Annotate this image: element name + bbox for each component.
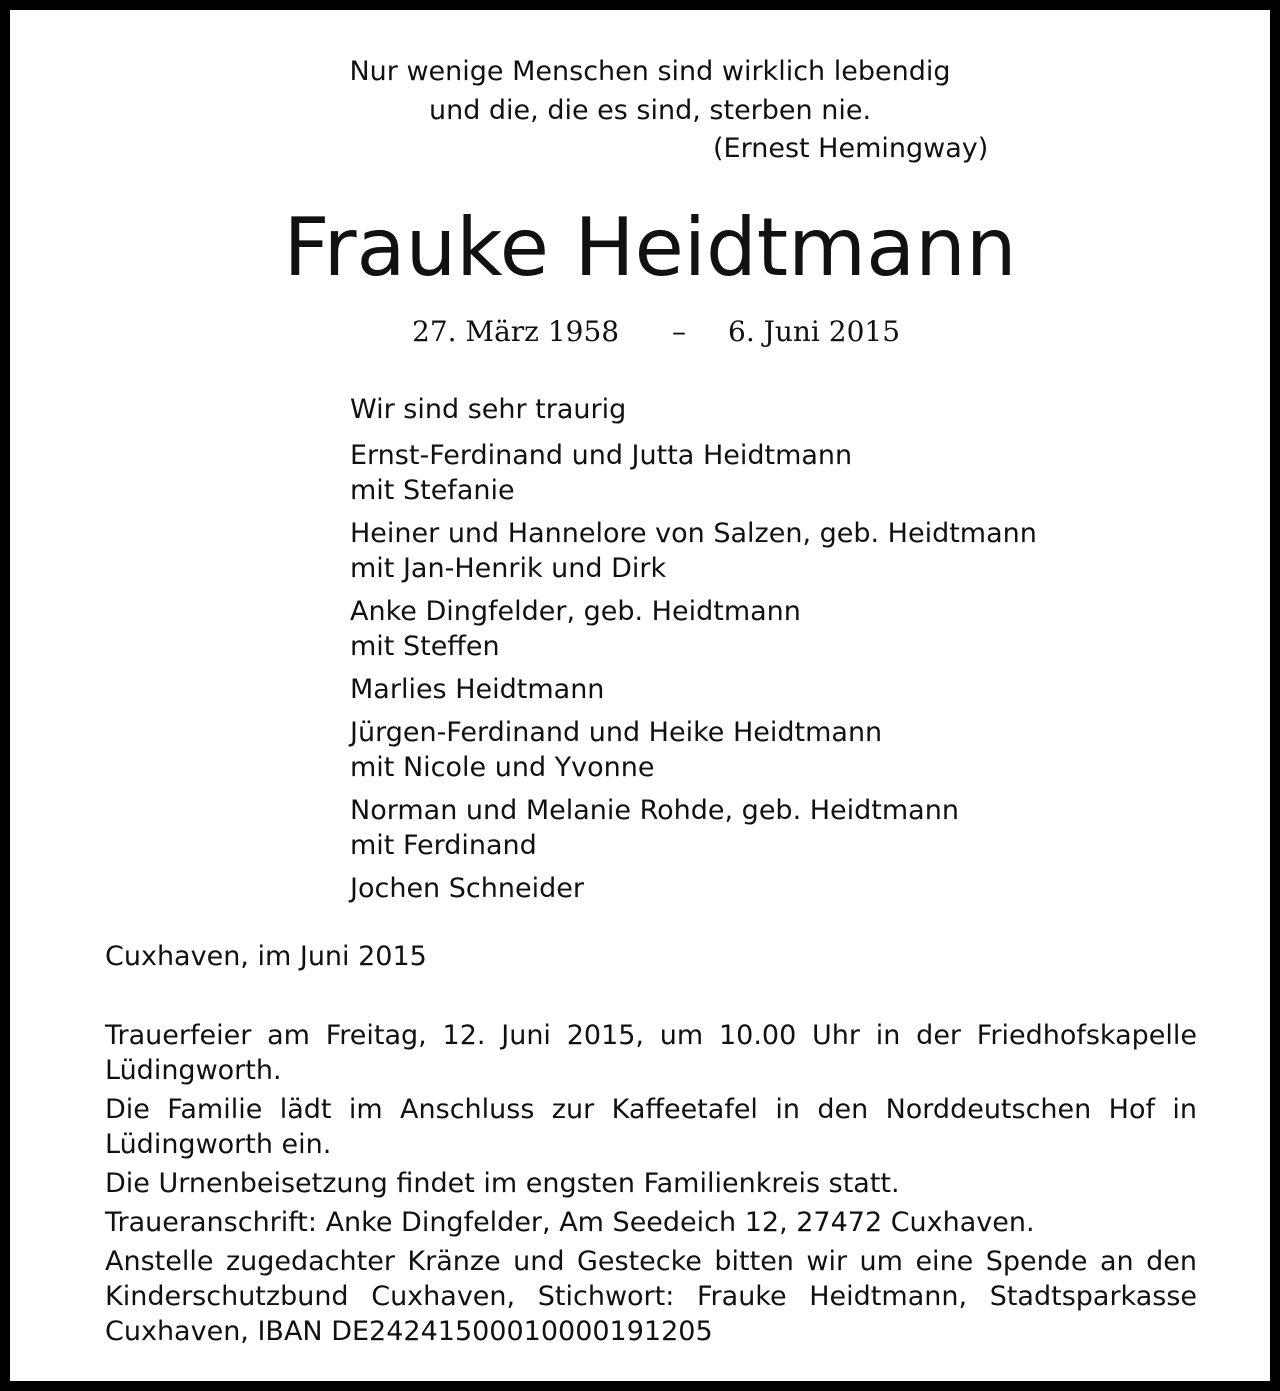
- place-date: Cuxhaven, im Juni 2015: [105, 941, 427, 972]
- birth-date: 27. März 1958: [412, 315, 620, 348]
- info-paragraph: Die Familie lädt im Anschluss zur Kaffeetafel in den Norddeutschen Hof in Lüdingworth ein.: [105, 1094, 1197, 1160]
- death-date: 6. Juni 2015: [728, 315, 901, 348]
- deceased-name: Frauke Heidtmann: [283, 201, 1017, 294]
- quote-line-1: Nur wenige Menschen sind wirklich lebendig: [349, 56, 951, 87]
- mourner-group: [350, 871, 1170, 906]
- mourner-line: Jürgen-Ferdinand und Heike Heidtmann: [350, 717, 883, 748]
- mourner-group: [350, 793, 1170, 863]
- mourner-line: Jochen Schneider: [350, 873, 584, 904]
- mourner-group: [350, 715, 1170, 785]
- mourner-line: mit Nicole und Yvonne: [350, 752, 655, 783]
- mourner-line: Norman und Melanie Rohde, geb. Heidtmann: [350, 795, 959, 826]
- mourner-line: mit Jan-Henrik und Dirk: [350, 553, 667, 584]
- mourner-group: [350, 516, 1170, 586]
- info-paragraph: Traueranschrift: Anke Dingfelder, Am Seedeich 12, 27472 Cuxhaven.: [105, 1207, 1035, 1238]
- mourner-line: Heiner und Hannelore von Salzen, geb. Heidtmann: [350, 518, 1037, 549]
- mourner-group: [350, 594, 1170, 664]
- mourner-group: [350, 438, 1170, 508]
- quote-line-2: und die, die es sind, sterben nie.: [428, 95, 872, 126]
- date-dash: –: [672, 315, 686, 348]
- mourners-intro: Wir sind sehr traurig: [350, 394, 627, 425]
- info-paragraph: Die Urnenbeisetzung findet im engsten Familienkreis statt.: [105, 1168, 900, 1199]
- info-paragraph: Anstelle zugedachter Kränze und Gestecke bitten wir um eine Spende an den Kinderschutzbund Cuxhaven, Stichwort: Frauke Heidtmann, Stadtsparkasse Cuxhaven, IBAN DE24241500010000191205: [105, 1246, 1197, 1347]
- funeral-info: [105, 1018, 1197, 1353]
- mourner-group: [350, 672, 1170, 707]
- mourner-line: Ernst-Ferdinand und Jutta Heidtmann: [350, 440, 853, 471]
- mourners-list: [350, 390, 1170, 914]
- info-paragraph: Trauerfeier am Freitag, 12. Juni 2015, um 10.00 Uhr in der Friedhofskapelle Lüdingworth.: [105, 1020, 1197, 1086]
- mourner-line: Marlies Heidtmann: [350, 674, 605, 705]
- mourner-line: mit Steffen: [350, 631, 500, 662]
- mourner-line: mit Ferdinand: [350, 830, 537, 861]
- mourner-line: mit Stefanie: [350, 475, 515, 506]
- quote-author: (Ernest Hemingway): [713, 133, 989, 164]
- mourner-line: Anke Dingfelder, geb. Heidtmann: [350, 596, 801, 627]
